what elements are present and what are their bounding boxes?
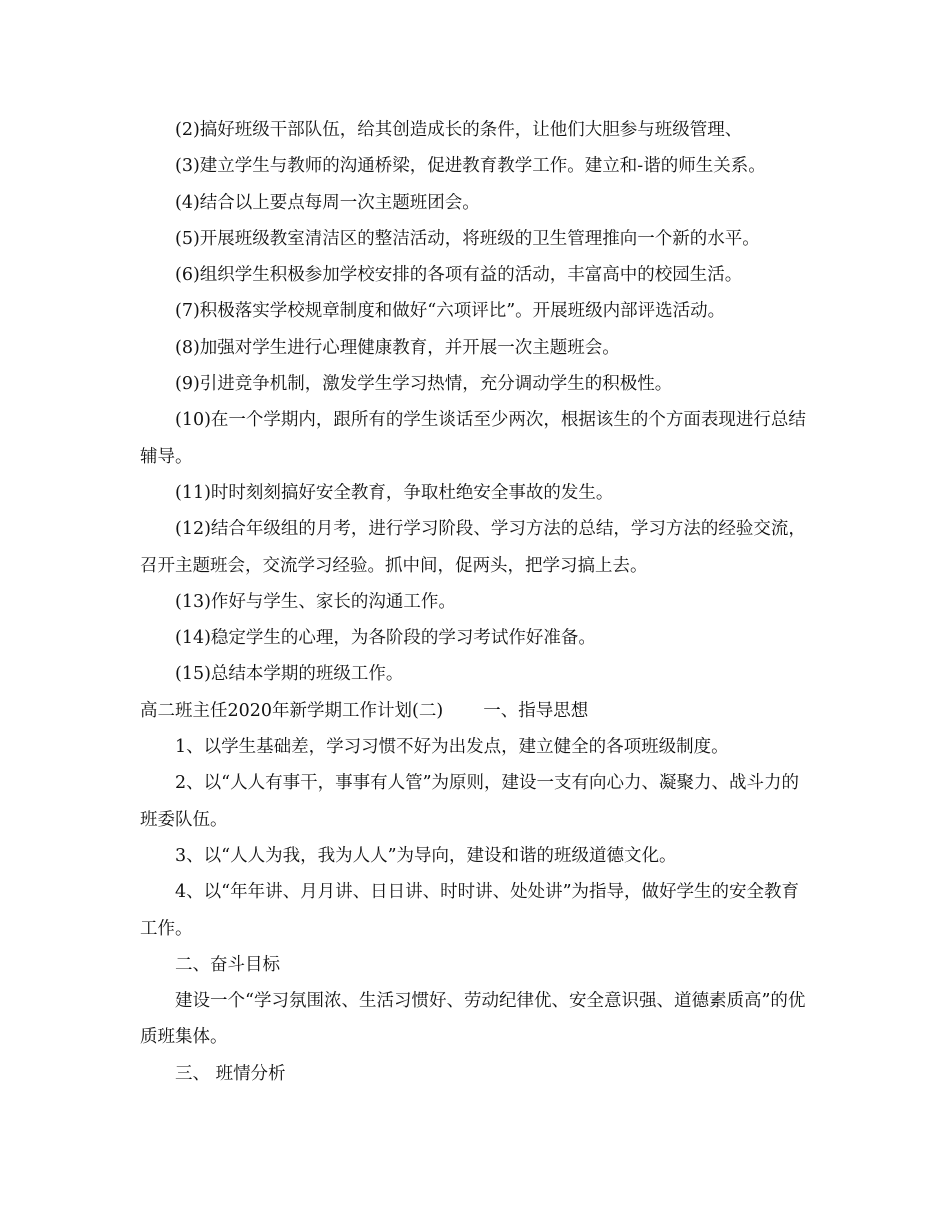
plan-title: 高二班主任2020年新学期工作计划(二): [140, 700, 444, 721]
document-body: [140, 112, 812, 1092]
plan-item-8: (8)加强对学生进行心理健康教育，并开展一次主题班会。: [175, 337, 620, 358]
plan-item-9: (9)引进竞争机制，激发学生学习热情，充分调动学生的积极性。: [175, 374, 673, 395]
section-heading-class-analysis: 三、 班情分析: [175, 1063, 286, 1084]
principle-3: 3、以“人人为我，我为人人”为导向，建设和谐的班级道德文化。: [175, 845, 677, 866]
plan-item-13: (13)作好与学生、家长的沟通工作。: [175, 591, 456, 612]
plan-item-5: (5)开展班级教室清洁区的整洁活动，将班级的卫生管理推向一个新的水平。: [175, 228, 760, 249]
section-heading-goals: 二、奋斗目标: [175, 954, 280, 975]
plan-item-11: (11)时时刻刻搞好安全教育，争取杜绝安全事故的发生。: [175, 482, 614, 503]
section-heading-guiding-ideology: 一、指导思想: [483, 700, 589, 721]
plan-item-10: (10)在一个学期内，跟所有的学生谈话至少两次，根据该生的个方面表现进行总结辅导。: [140, 410, 806, 467]
plan-title-line: [140, 693, 812, 729]
plan-item-12: (12)结合年级组的月考，进行学习阶段、学习方法的总结，学习方法的经验交流，召开主题班会，交流学习经验。抓中间，促两头，把学习搞上去。: [140, 519, 806, 576]
goal-text: 建设一个“学习氛围浓、生活习惯好、劳动纪律优、安全意识强、道德素质高”的优质班集体。: [140, 991, 806, 1048]
plan-item-2: (2)搞好班级干部队伍，给其创造成长的条件，让他们大胆参与班级管理、: [175, 120, 743, 140]
principle-1: 1、以学生基础差，学习习惯不好为出发点，建立健全的各项班级制度。: [175, 737, 729, 758]
principle-2: 2、以“人人有事干，事事有人管”为原则，建设一支有向心力、凝聚力、战斗力的班委队伍。: [140, 773, 800, 830]
plan-item-15: (15)总结本学期的班级工作。: [175, 664, 404, 685]
plan-item-14: (14)稳定学生的心理，为各阶段的学习考试作好准备。: [175, 628, 596, 649]
plan-item-3: (3)建立学生与教师的沟通桥梁，促进教育教学工作。建立和-谐的师生关系。: [175, 156, 766, 177]
principle-4: 4、以“年年讲、月月讲、日日讲、时时讲、处处讲”为指导，做好学生的安全教育工作。: [140, 882, 800, 939]
plan-item-6: (6)组织学生积极参加学校安排的各项有益的活动，丰富高中的校园生活。: [175, 265, 743, 286]
plan-item-4: (4)结合以上要点每周一次主题班团会。: [175, 192, 480, 213]
plan-item-7: (7)积极落实学校规章制度和做好“六项评比”。开展班级内部评选活动。: [175, 301, 726, 322]
